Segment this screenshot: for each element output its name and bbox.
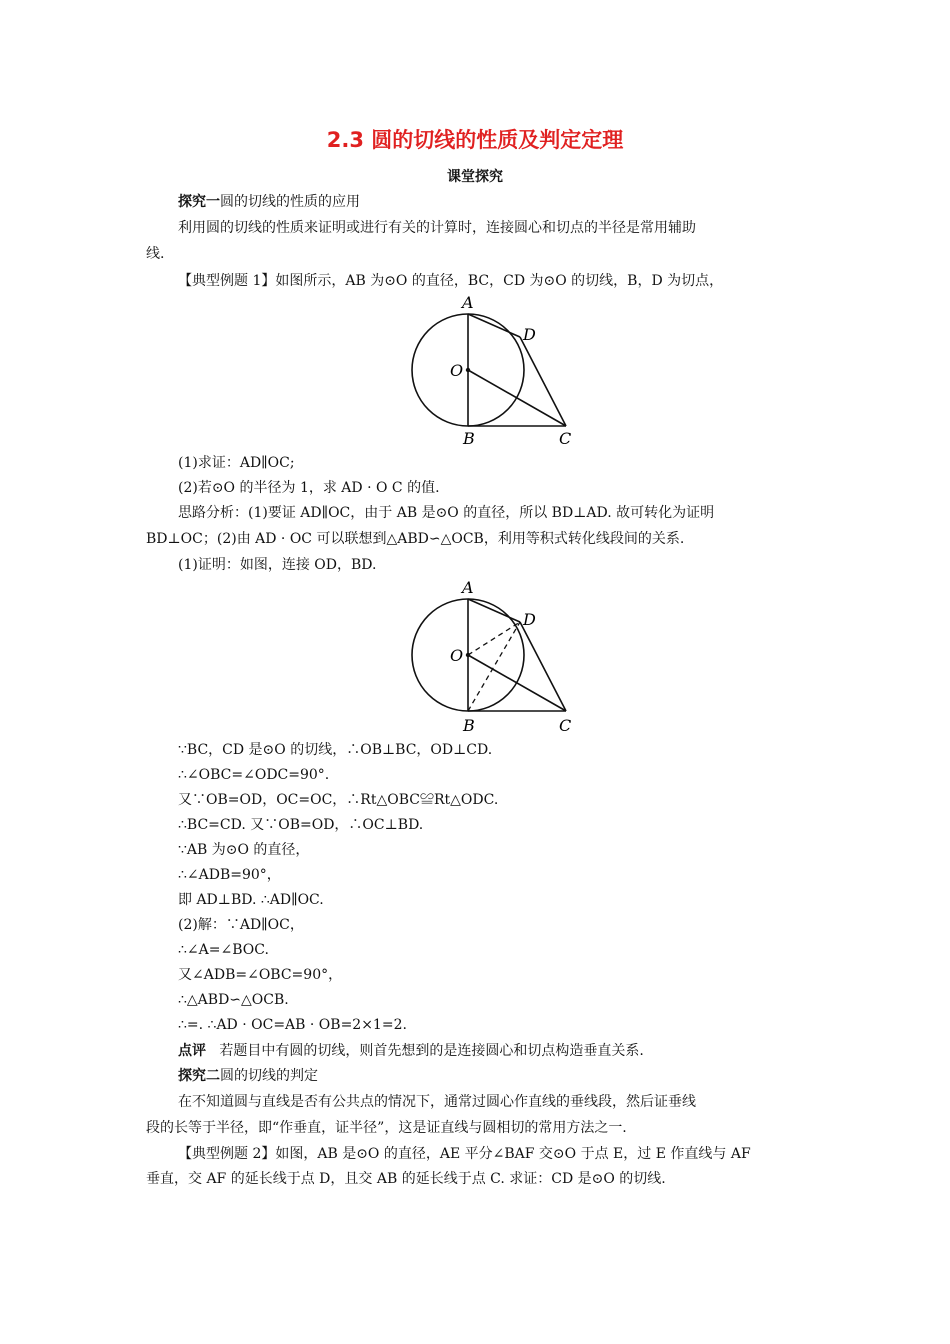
- example1-statement: 【典型例题 1】如图所示，AB 为⊙O 的直径，BC，CD 为⊙O 的切线，B，D 为切点，: [178, 273, 724, 289]
- segment-ad: [468, 314, 520, 337]
- question-2: (2)若⊙O 的半径为 1，求 AD · O C 的值.: [178, 480, 440, 496]
- label-a: A: [462, 578, 474, 597]
- section2-heading-text: 圆的切线的判定: [220, 1068, 318, 1084]
- proof-line: ∴∠OBC=∠ODC=90°.: [178, 767, 330, 783]
- label-o: O: [450, 646, 464, 665]
- section1-heading: [178, 193, 360, 211]
- label-d: D: [523, 325, 536, 344]
- proof-line: 又∵OB=OD，OC=OC，∴Rt△OBC≌Rt△ODC.: [178, 792, 499, 808]
- comment: [178, 1042, 644, 1060]
- page-title: 2.3 圆的切线的性质及判定定理: [326, 128, 624, 152]
- section2-heading: [178, 1067, 318, 1085]
- para1-line2: 线.: [146, 246, 165, 262]
- proof-line: ∴BC=CD. 又∵OB=OD，∴OC⊥BD.: [178, 817, 424, 833]
- comment-label: 点评: [178, 1043, 206, 1059]
- section2-heading-label: 探究二: [178, 1068, 220, 1084]
- segment-bd-dashed: [468, 622, 520, 711]
- proof-line: ∴△ABD∽△OCB.: [178, 992, 289, 1008]
- example2-line2: 垂直，交 AF 的延长线于点 D，且交 AB 的延长线于点 C. 求证：CD 是⊙O 的切线.: [146, 1171, 666, 1187]
- figure-1: [400, 292, 590, 452]
- analysis-line2: BD⊥OC；(2)由 AD · OC 可以联想到△ABD∽△OCB，利用等积式转化线段间的关系.: [146, 531, 685, 547]
- point-o: [466, 368, 470, 372]
- section1-heading-label: 探究一: [178, 194, 220, 210]
- proof-line: ∴=. ∴AD · OC=AB · OB=2×1=2.: [178, 1017, 407, 1033]
- para1-line1: 利用圆的切线的性质来证明或进行有关的计算时，连接圆心和切点的半径是常用辅助: [178, 220, 696, 236]
- example2-line1: 【典型例题 2】如图，AB 是⊙O 的直径，AE 平分∠BAF 交⊙O 于点 E，过 E 作直线与 AF: [178, 1146, 751, 1162]
- segment-od-dashed: [468, 622, 520, 655]
- label-a: A: [462, 293, 474, 312]
- proof-line: (2)解：∵AD∥OC，: [178, 917, 304, 933]
- label-d: D: [523, 610, 536, 629]
- proof-line: ∴∠A=∠BOC.: [178, 942, 269, 958]
- proof-line: 又∠ADB=∠OBC=90°，: [178, 967, 343, 983]
- label-b: B: [463, 716, 475, 735]
- segment-ad: [468, 599, 520, 622]
- figure-2: [400, 575, 590, 740]
- proof-line: ∵BC，CD 是⊙O 的切线，∴OB⊥BC，OD⊥CD.: [178, 742, 493, 758]
- proof-line: ∵AB 为⊙O 的直径，: [178, 842, 310, 858]
- section-subtitle: 课堂探究: [447, 169, 503, 185]
- point-o: [466, 653, 470, 657]
- question-1: (1)求证：AD∥OC;: [178, 455, 295, 471]
- proof-line: 即 AD⊥BD. ∴AD∥OC.: [178, 892, 324, 908]
- label-b: B: [463, 429, 475, 448]
- proof-line: ∴∠ADB=90°，: [178, 867, 281, 883]
- para2-line1: 在不知道圆与直线是否有公共点的情况下，通常过圆心作直线的垂线段，然后证垂线: [178, 1094, 696, 1110]
- analysis-line1: 思路分析：(1)要证 AD∥OC，由于 AB 是⊙O 的直径，所以 BD⊥AD. 故可转化为证明: [178, 505, 715, 521]
- comment-text: 若题目中有圆的切线，则首先想到的是连接圆心和切点构造垂直关系.: [219, 1043, 644, 1059]
- section1-heading-text: 圆的切线的性质的应用: [220, 194, 360, 210]
- para2-line2: 段的长等于半径，即“作垂直，证半径”，这是证直线与圆相切的常用方法之一.: [146, 1120, 627, 1136]
- label-c: C: [559, 429, 572, 448]
- proof-intro: (1)证明：如图，连接 OD，BD.: [178, 557, 377, 573]
- label-c: C: [559, 716, 572, 735]
- label-o: O: [450, 361, 464, 380]
